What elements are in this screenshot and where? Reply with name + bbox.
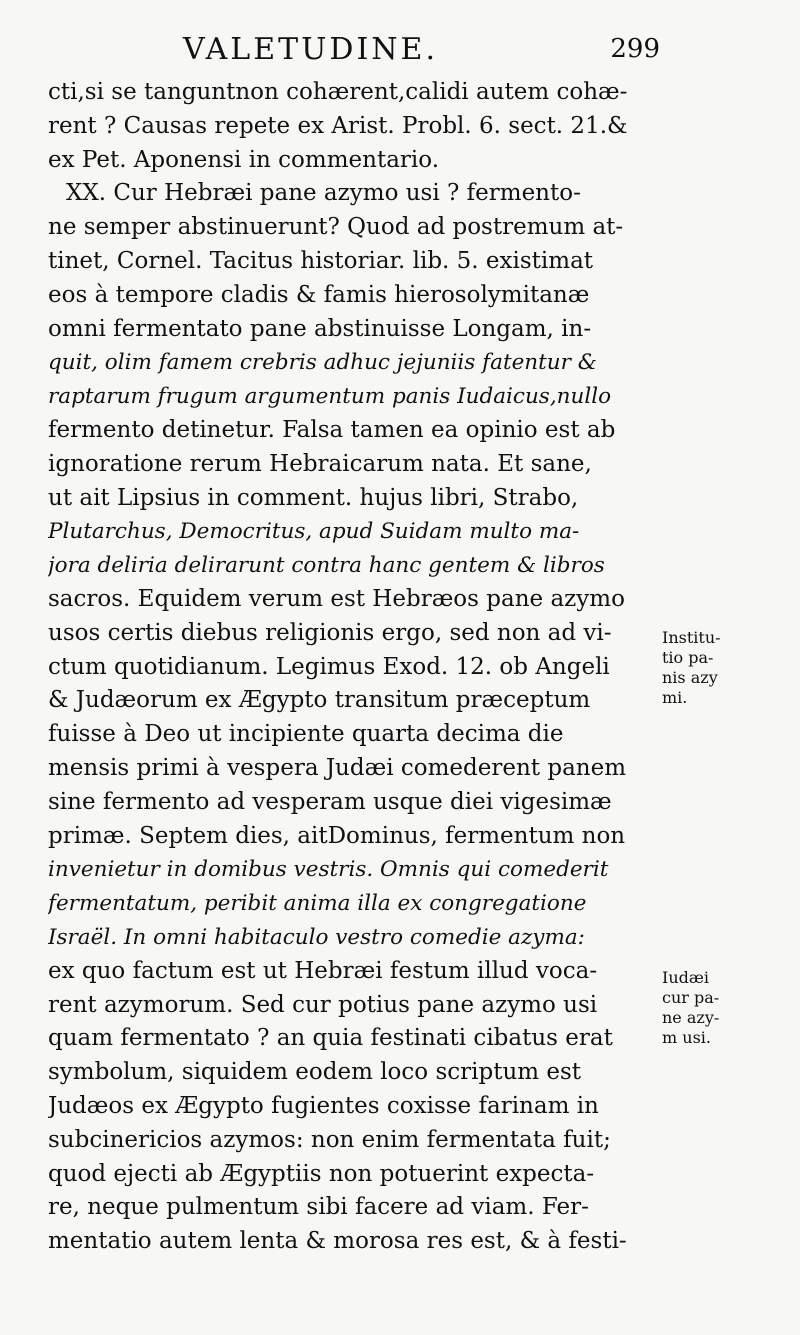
text-line: jora deliria delirarunt contra hanc gentem & libros	[48, 553, 605, 579]
text-line: subcinericios azymos: non enim fermentata fuit;	[48, 1126, 611, 1153]
margin-note-line: ne azy-	[662, 1008, 720, 1027]
text-line: mentatio autem lenta & morosa res est, & à festi-	[48, 1228, 627, 1255]
text-line: XX. Cur Hebræi pane azymo usi ? fermento-	[66, 180, 581, 207]
margin-note-line: nis azy	[662, 668, 718, 687]
body-text	[48, 76, 660, 1259]
margin-note-line: mi.	[662, 688, 688, 707]
text-line: invenietur in domibus vestris. Omnis qui comederit	[48, 857, 609, 883]
text-line: quod ejecti ab Ægyptiis non potuerint expecta-	[48, 1160, 595, 1187]
text-line: fuisse à Deo ut incipiente quarta decima die	[48, 721, 564, 748]
text-line: quam fermentato ? an quia festinati cibatus erat	[48, 1025, 613, 1052]
text-line: ctum quotidianum. Legimus Exod. 12. ob Angeli	[48, 653, 610, 680]
text-line: sacros. Equidem verum est Hebræos pane azymo	[48, 585, 625, 612]
running-title: VALETUDINE.	[183, 32, 438, 67]
text-line: rent azymorum. Sed cur potius pane azymo usi	[48, 991, 598, 1018]
text-line: re, neque pulmentum sibi facere ad viam. Fer-	[48, 1194, 589, 1221]
margin-note-line: Iudæi	[662, 968, 710, 987]
margin-note-line: Institu-	[662, 628, 721, 647]
text-line: primæ. Septem dies, aitDominus, fermentum non	[48, 822, 626, 849]
text-line: cti,si se tanguntnon cohærent,calidi autem cohæ-	[48, 79, 628, 105]
text-line: raptarum frugum argumentum panis Iudaicus,nullo	[48, 384, 612, 410]
margin-note-line: tio pa-	[662, 648, 714, 667]
text-line: Plutarchus, Democritus, apud Suidam multo ma-	[48, 519, 580, 545]
page-number: 299	[610, 34, 660, 64]
text-line: symbolum, siquidem eodem loco scriptum est	[48, 1059, 582, 1086]
text-line: fermento detinetur. Falsa tamen ea opinio est ab	[48, 416, 616, 443]
text-line: ignoratione rerum Hebraicarum nata. Et sane,	[48, 450, 592, 477]
text-line: & Judæorum ex Ægypto transitum præceptum	[48, 687, 591, 714]
text-line: Judæos ex Ægypto fugientes coxisse farinam in	[48, 1092, 599, 1119]
text-line: sine fermento ad vesperam usque diei vigesimæ	[48, 788, 612, 815]
text-line: ut ait Lipsius in comment. hujus libri, Strabo,	[48, 484, 579, 511]
text-line: fermentatum, peribit anima illa ex congregatione	[48, 891, 587, 917]
margin-note-line: cur pa-	[662, 988, 720, 1007]
text-line: ex Pet. Aponensi in commentario.	[48, 146, 440, 173]
text-line: ex quo factum est ut Hebræi festum illud voca-	[48, 957, 598, 984]
margin-note	[662, 628, 792, 708]
text-line: mensis primi à vespera Judæi comederent panem	[48, 754, 627, 781]
text-line: quit, olim famem crebris adhuc jejuniis fatentur &	[48, 350, 597, 376]
text-line: Israël. In omni habitaculo vestro comedie azyma:	[48, 924, 585, 950]
text-line: rent ? Causas repete ex Arist. Probl. 6. sect. 21.&	[48, 112, 628, 139]
text-line: omni fermentato pane abstinuisse Longam, in-	[48, 315, 592, 342]
text-line: eos à tempore cladis & famis hierosolymitanæ	[48, 281, 590, 308]
text-line: ne semper abstinuerunt? Quod ad postremum at-	[48, 214, 624, 241]
text-line: tinet, Cornel. Tacitus historiar. lib. 5. existimat	[48, 247, 594, 274]
text-line: usos certis diebus religionis ergo, sed non ad vi-	[48, 619, 612, 646]
margin-note-line: m usi.	[662, 1028, 711, 1047]
running-header	[48, 32, 658, 74]
margin-note	[662, 968, 792, 1048]
